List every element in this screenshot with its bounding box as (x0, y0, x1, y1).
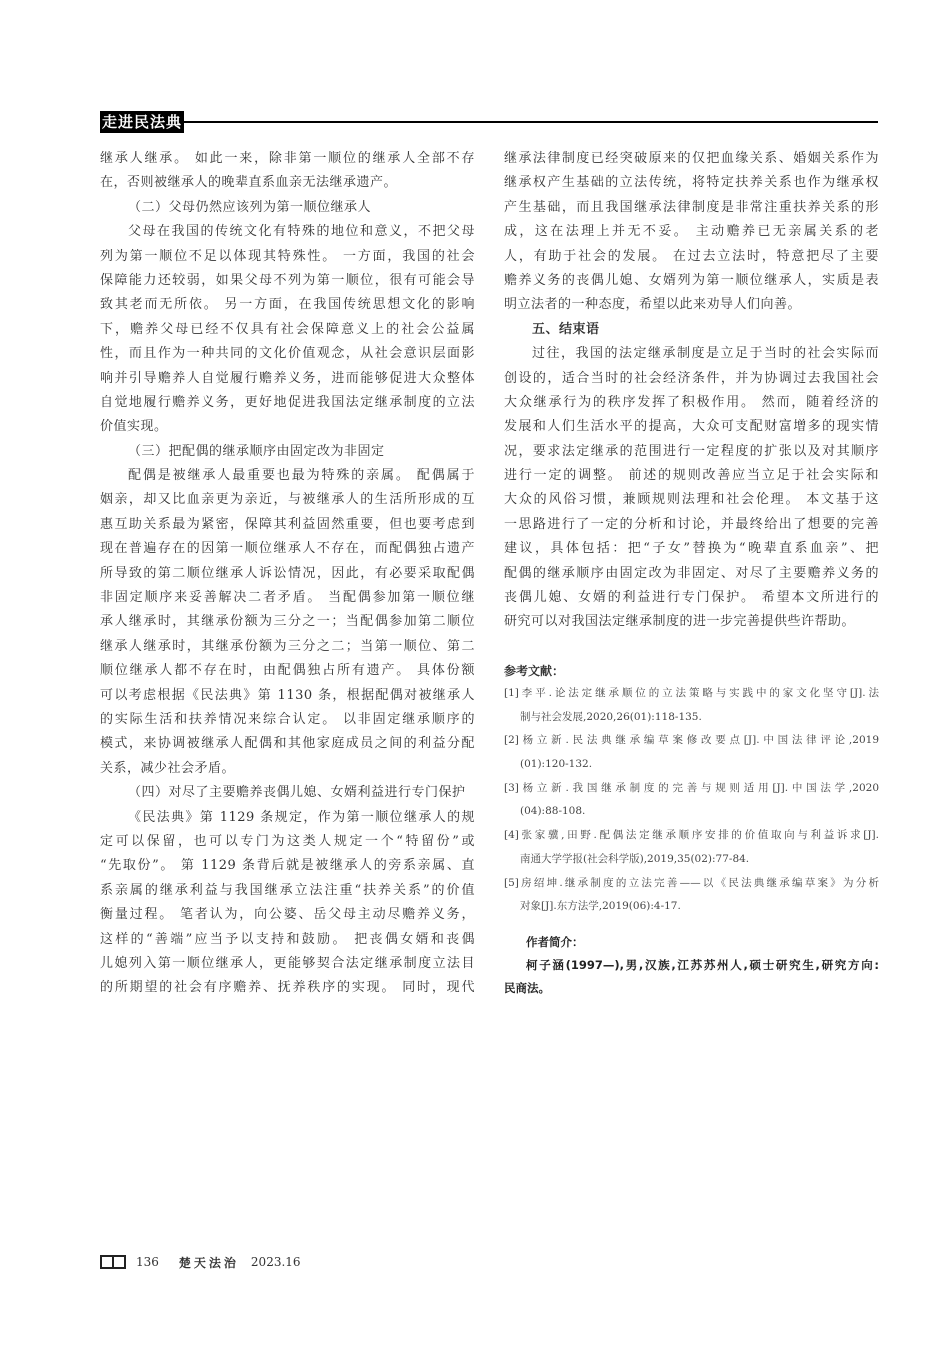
text-line: 下，赡养父母已经不仅具有社会保障意义上的社会公益属 (100, 321, 475, 337)
page-number: 136 (136, 1255, 159, 1269)
text-line: 儿媳列入第一顺位继承人，更能够契合法定继承制度立法目 (100, 955, 475, 971)
text-line: “先取份”。 第 1129 条背后就是被继承人的旁系亲属、直 (100, 858, 475, 874)
text-line: 这样的“善端”应当予以支持和鼓励。 把丧偶女婿和丧偶 (100, 931, 475, 947)
journal-name: 楚天法治 (178, 1255, 239, 1270)
paragraph (100, 220, 475, 440)
paragraph (504, 147, 879, 318)
paragraph (100, 147, 475, 196)
text-line: 姻亲，却又比血亲更为亲近，与被继承人的生活所形成的互 (100, 492, 475, 508)
text-line: 继承人继承时，其继承份额为三分之二；当第一顺位、第二 (100, 638, 475, 654)
section-heading (100, 440, 475, 464)
text-line: 衡量过程。 笔者认为，向公婆、岳父母主动尽赡养义务， (100, 907, 475, 923)
text-line: 继承人继承。 如此一来，除非第一顺位的继承人全部不存 (100, 151, 475, 166)
text-line: 关系，减少社会矛盾。 (100, 760, 236, 776)
text-line: 定可以保留，也可以专门为这类人规定一个“特留份”或 (100, 833, 475, 849)
reference-item-cont: 制与社会发展,2020,26(01):118-135. (520, 710, 702, 723)
references (504, 660, 879, 919)
reference-item: [5]房绍坤.继承制度的立法完善——以《民法典继承编草案》为分析 (504, 876, 879, 889)
text-line: 一思路进行了一定的分析和讨论，并最终给出了想要的完善 (504, 516, 879, 532)
paragraph (504, 342, 879, 635)
journal-logo-icon (100, 1255, 128, 1269)
text-line: 父母在我国的传统文化有特殊的地位和意义，不把父母 (128, 224, 475, 240)
text-line: 在，否则被继承人的晚辈直系血亲无法继承遗产。 (100, 175, 398, 191)
text-line: 非固定顺序来妥善解决二者矛盾。 当配偶参加第一顺位继 (100, 590, 475, 606)
text-line: 保障能力还较弱，如果父母不列为第一顺位，很有可能会导 (100, 272, 475, 288)
text-line: 自觉地履行赡养义务，更好地促进我国法定继承制度的立法 (100, 394, 475, 410)
reference-item: [4]张家骥,田野.配偶法定继承顺序安排的价值取向与利益诉求[J]. (504, 829, 879, 842)
text-line: 《民法典》第 1129 条规定，作为第一顺位继承人的规 (128, 809, 475, 825)
text-line: 研究可以对我国法定继承制度的进一步完善提供些许帮助。 (504, 614, 856, 630)
text-line: 可以考虑根据《民法典》第 1130 条，根据配偶对被继承人 (100, 687, 475, 703)
text-line: 致其老而无所依。 另一方面，在我国传统思想文化的影响 (100, 297, 475, 313)
text-line: 惠互助关系最为紧密，保障其利益固然重要，但也要考虑到 (100, 516, 475, 532)
reference-item-cont: 对象[J].东方法学,2019(06):4-17. (520, 900, 681, 913)
paragraph (100, 464, 475, 781)
text-line: 丧偶儿媳、女婿的利益进行专门保护。 希望本文所进行的 (504, 590, 879, 606)
text-line: 继承权产生基础的立法传统，将特定扶养关系也作为继承权 (504, 175, 879, 191)
text-line: 现在普遍存在的因第一顺位继承人不存在，而配偶独占遗产 (100, 541, 475, 557)
text-line: 所导致的第二顺位继承人诉讼情况，因此，有必要采取配偶 (100, 565, 475, 581)
text-line: 响并引导赡养人自觉履行赡养义务，进而能够促进大众整体 (100, 370, 475, 386)
section-tag: 走进民法典 (102, 113, 183, 131)
section-header (100, 111, 878, 133)
reference-item: [1]李平.论法定继承顺位的立法策略与实践中的家文化坚守[J].法 (504, 687, 879, 699)
section-heading (504, 318, 879, 342)
reference-item: [3]杨立新.我国继承制度的完善与规则适用[J].中国法学,2020 (504, 781, 879, 794)
page-footer (100, 1252, 301, 1272)
text-line: 过往，我国的法定继承制度是立足于当时的社会实际而 (532, 346, 879, 362)
reference-item-cont: (01):120-132. (520, 758, 593, 771)
text-line: 大众继承行为的秩序发挥了积极作用。 然而，随着经济的 (504, 394, 879, 410)
header-rule (184, 121, 878, 123)
references-title: 参考文献： (504, 664, 565, 678)
text-line: 创设的，适合当时的社会经济条件，并为协调过去我国社会 (504, 370, 879, 386)
issue-number: 2023.16 (250, 1255, 301, 1269)
reference-item: [2]杨立新.民法典继承编草案修改要点[J].中国法律评论,2019 (504, 734, 879, 747)
section-heading (100, 196, 475, 220)
left-column (100, 147, 475, 1001)
text-line: （三）把配偶的继承顺序由固定改为非固定 (128, 443, 385, 459)
text-line: 人，有助于社会的发展。 在过去立法时，特意把尽了主要 (504, 248, 879, 264)
text-line: 系亲属的继承利益与我国继承立法注重“扶养关系”的价值 (100, 882, 475, 898)
text-line: 承人继承时，其继承份额为三分之一；当配偶参加第二顺位 (100, 614, 475, 630)
text-line: 列为第一顺位不足以体现其特殊性。 一方面，我国的社会 (100, 248, 475, 264)
text-line: 建议，具体包括：把“子女”替换为“晚辈直系血亲”、把 (504, 541, 879, 557)
text-line: 配偶的继承顺序由固定改为非固定、对尽了主要赡养义务的 (504, 565, 879, 581)
text-line: （四）对尽了主要赡养丧偶儿媳、女婿利益进行专门保护 (128, 785, 466, 801)
text-line: 性，而且作为一种共同的文化价值观念，从社会意识层面影 (100, 346, 475, 362)
text-line: 大众的风俗习惯，兼顾规则法理和社会伦理。 本文基于这 (504, 492, 879, 508)
text-line: 模式，来协调被继承人配偶和其他家庭成员之间的利益分配 (100, 736, 475, 752)
author-bio-text-cont: 民商法。 (504, 981, 550, 995)
text-line: （二）父母仍然应该列为第一顺位继承人 (128, 199, 372, 215)
author-bio (504, 931, 879, 1000)
section-heading (100, 781, 475, 805)
reference-item-cont: (04):88-108. (520, 805, 586, 818)
reference-item-cont: 南通大学学报(社会科学版),2019,35(02):77-84. (520, 852, 750, 865)
text-line: 五、结束语 (532, 321, 600, 337)
text-line: 明立法者的一种态度，希望以此来劝导人们向善。 (504, 297, 802, 313)
author-bio-title: 作者简介： (526, 935, 584, 949)
text-line: 顺位继承人都不存在时，由配偶独占所有遗产。 具体份额 (100, 663, 475, 679)
right-column (504, 147, 879, 635)
text-line: 配偶是被继承人最重要也最为特殊的亲属。 配偶属于 (128, 468, 475, 484)
text-line: 成，这在法理上并无不妥。 主动赡养已无亲属关系的老 (504, 224, 879, 240)
text-line: 继承法律制度已经突破原来的仅把血缘关系、婚姻关系作为 (504, 151, 879, 166)
text-line: 的所期望的社会有序赡养、抚养秩序的实现。 同时，现代 (100, 980, 475, 996)
paragraph (100, 806, 475, 1001)
text-line: 价值实现。 (100, 419, 168, 435)
text-line: 的实际生活和扶养情况来综合认定。 以非固定继承顺序的 (100, 711, 475, 727)
author-bio-text: 柯子涵(1997—),男,汉族,江苏苏州人,硕士研究生,研究方向: (526, 958, 879, 972)
text-line: 进行一定的调整。 前述的规则改善应当立足于社会实际和 (504, 468, 879, 484)
text-line: 况，要求法定继承的范围进行一定程度的扩张以及对其顺序 (504, 443, 879, 459)
text-line: 发展和人们生活水平的提高，大众可支配财富增多的现实情 (504, 419, 879, 435)
text-line: 产生基础，而且我国继承法律制度是非常注重扶养关系的形 (504, 199, 879, 215)
text-line: 赡养义务的丧偶儿媳、女婿列为第一顺位继承人，实质是表 (504, 272, 879, 288)
